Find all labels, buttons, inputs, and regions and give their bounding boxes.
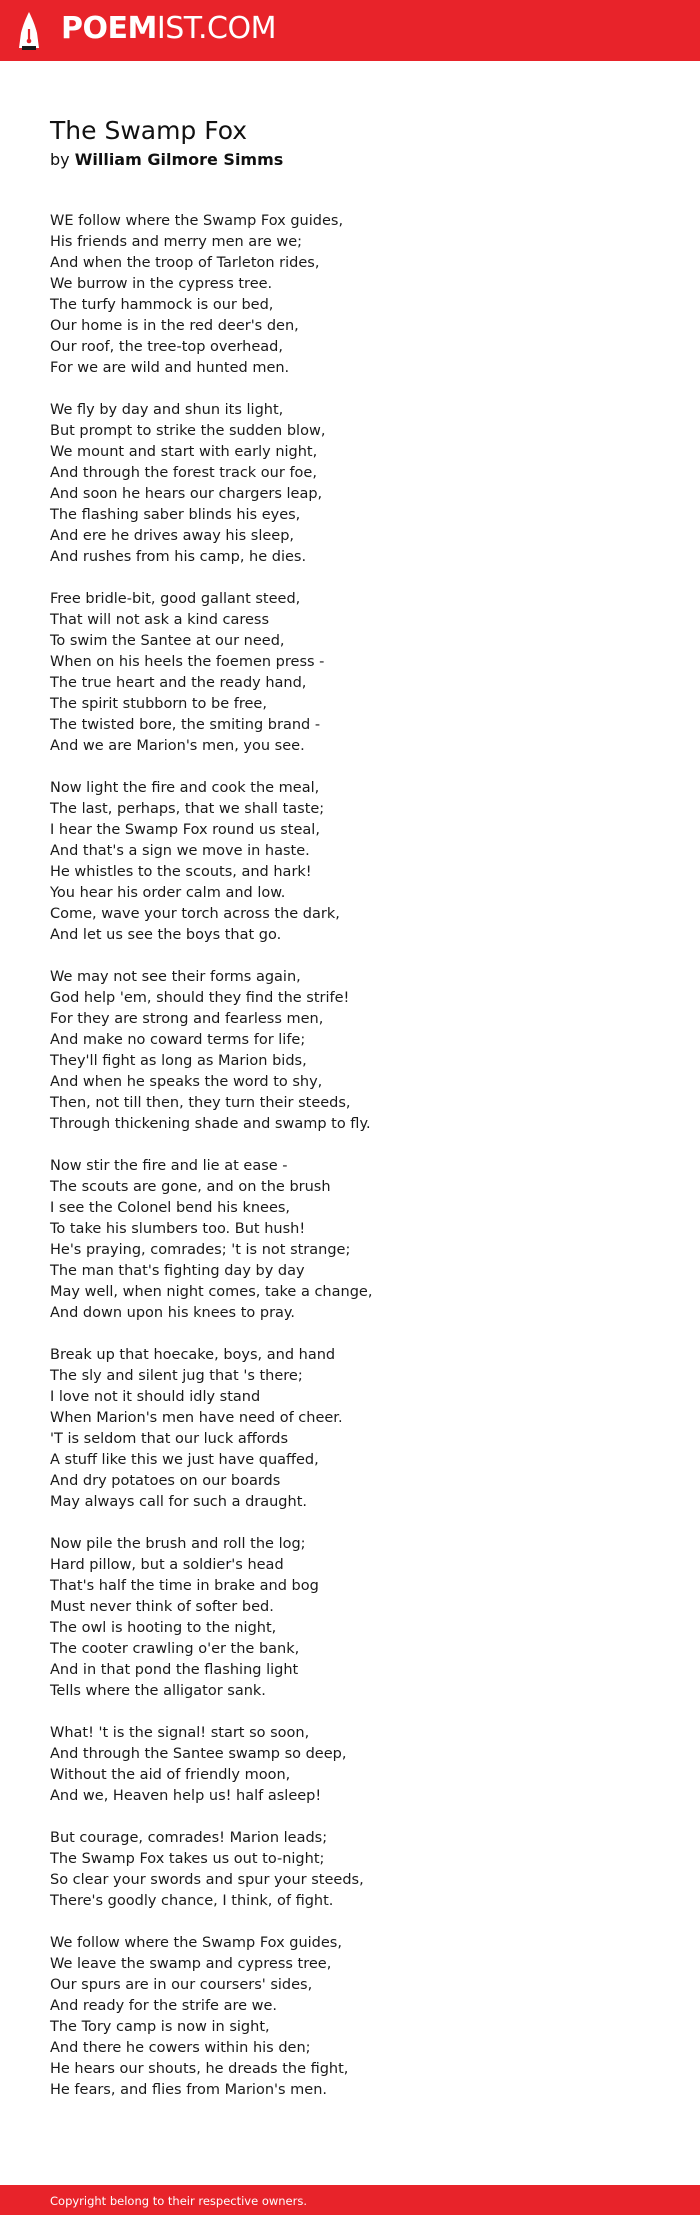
poem-line: There's goodly chance, I think, of fight. (50, 1893, 334, 1909)
poem-line: But prompt to strike the sudden blow, (50, 423, 326, 439)
poem-line: The scouts are gone, and on the brush (50, 1179, 331, 1195)
poem-line: He hears our shouts, he dreads the fight, (50, 2061, 349, 2077)
poem-line: When on his heels the foemen press - (50, 654, 325, 670)
poem-line: Tells where the alligator sank. (50, 1683, 266, 1699)
poem-line: Our roof, the tree-top overhead, (50, 339, 283, 355)
poem-line: They'll fight as long as Marion bids, (50, 1053, 307, 1069)
poem-line: I love not it should idly stand (50, 1389, 261, 1405)
poem-line: And in that pond the flashing light (50, 1662, 299, 1678)
poem-line: And we, Heaven help us! half asleep! (50, 1788, 322, 1804)
stanza (50, 1933, 650, 2101)
poem-line: Our spurs are in our coursers' sides, (50, 1977, 313, 1993)
poem-line: He fears, and flies from Marion's men. (50, 2082, 328, 2098)
poem-line: Now light the fire and cook the meal, (50, 780, 320, 796)
poem-line: The last, perhaps, that we shall taste; (50, 801, 325, 817)
poem-line: Then, not till then, they turn their steeds, (50, 1095, 351, 1111)
poem-line: And rushes from his camp, he dies. (50, 549, 307, 565)
poem-title: The Swamp Fox (50, 116, 248, 145)
author-name[interactable]: William Gilmore Simms (74, 150, 284, 169)
poem-line: We mount and start with early night, (50, 444, 318, 460)
poem-line: May well, when night comes, take a change, (50, 1284, 373, 1300)
poem-line: Must never think of softer bed. (50, 1599, 274, 1615)
poem-line: What! 't is the signal! start so soon, (50, 1725, 310, 1741)
poem-line: And dry potatoes on our boards (50, 1473, 281, 1489)
poem-line: WE follow where the Swamp Fox guides, (50, 213, 344, 229)
poem-line: We may not see their forms again, (50, 969, 301, 985)
poem-line: The spirit stubborn to be free, (50, 696, 267, 712)
poem-line: Through thickening shade and swamp to fly. (50, 1116, 371, 1132)
poem-line: Our home is in the red deer's den, (50, 318, 299, 334)
poem-line: The cooter crawling o'er the bank, (50, 1641, 300, 1657)
site-header (0, 0, 700, 61)
poem-line: We leave the swamp and cypress tree, (50, 1956, 332, 1972)
poem-line: That's half the time in brake and bog (50, 1578, 319, 1594)
copyright-notice: Copyright belong to their respective owners. (50, 2194, 308, 2208)
poem-line: And make no coward terms for life; (50, 1032, 306, 1048)
poem-line: We fly by day and shun its light, (50, 402, 284, 418)
stanza (50, 778, 650, 946)
poem-line: To take his slumbers too. But hush! (50, 1221, 306, 1237)
poem-line: And when he speaks the word to shy, (50, 1074, 323, 1090)
stanza (50, 211, 650, 379)
poem-line: But courage, comrades! Marion leads; (50, 1830, 328, 1846)
poem-line: The Swamp Fox takes us out to-night; (50, 1851, 325, 1867)
poem-line: He's praying, comrades; 't is not strange; (50, 1242, 351, 1258)
stanza (50, 1828, 650, 1912)
byline (50, 148, 650, 172)
poem-line: He whistles to the scouts, and hark! (50, 864, 312, 880)
poem-line: The owl is hooting to the night, (50, 1620, 277, 1636)
poem-line: And let us see the boys that go. (50, 927, 282, 943)
poem-line: When Marion's men have need of cheer. (50, 1410, 343, 1426)
poem-line: We burrow in the cypress tree. (50, 276, 273, 292)
poem-line: The twisted bore, the smiting brand - (50, 717, 321, 733)
poem-line: For they are strong and fearless men, (50, 1011, 324, 1027)
stanza (50, 400, 650, 568)
poem-line: The turfy hammock is our bed, (50, 297, 274, 313)
site-footer (0, 2185, 700, 2215)
poem-line: His friends and merry men are we; (50, 234, 303, 250)
poem-line: And through the Santee swamp so deep, (50, 1746, 347, 1762)
poem-line: I see the Colonel bend his knees, (50, 1200, 291, 1216)
poem-line: So clear your swords and spur your steeds, (50, 1872, 364, 1888)
poem-line: And down upon his knees to pray. (50, 1305, 296, 1321)
logo-text-light: IST.COM (156, 11, 276, 46)
poem-line: That will not ask a kind caress (50, 612, 270, 628)
poem-line: And soon he hears our chargers leap, (50, 486, 323, 502)
poem-line: And we are Marion's men, you see. (50, 738, 305, 754)
byline-prefix: by (50, 150, 70, 169)
poem-line: Hard pillow, but a soldier's head (50, 1557, 284, 1573)
poem-article (50, 114, 650, 2122)
poem-line: Now pile the brush and roll the log; (50, 1536, 306, 1552)
poem-line: You hear his order calm and low. (50, 885, 286, 901)
logo-text-bold: POEM (61, 11, 157, 46)
poem-line: To swim the Santee at our need, (50, 633, 285, 649)
stanza (50, 1723, 650, 1807)
poem-line: Now stir the fire and lie at ease - (50, 1158, 288, 1174)
poem-line: Come, wave your torch across the dark, (50, 906, 340, 922)
poem-line: Free bridle-bit, good gallant steed, (50, 591, 301, 607)
pen-nib-logo-icon[interactable] (17, 11, 41, 51)
poem-line: And when the troop of Tarleton rides, (50, 255, 320, 271)
poem-line: Without the aid of friendly moon, (50, 1767, 291, 1783)
poem-line: May always call for such a draught. (50, 1494, 307, 1510)
stanza (50, 1156, 650, 1324)
poem-body (50, 211, 650, 2101)
stanza (50, 967, 650, 1135)
poem-line: The man that's fighting day by day (50, 1263, 305, 1279)
poem-line: And ready for the strife are we. (50, 1998, 278, 2014)
poem-line: A stuff like this we just have quaffed, (50, 1452, 319, 1468)
poem-line: I hear the Swamp Fox round us steal, (50, 822, 320, 838)
poem-line: 'T is seldom that our luck affords (50, 1431, 289, 1447)
poem-line: And ere he drives away his sleep, (50, 528, 295, 544)
poem-line: God help 'em, should they find the strife! (50, 990, 350, 1006)
poem-line: And through the forest track our foe, (50, 465, 317, 481)
poem-line: Break up that hoecake, boys, and hand (50, 1347, 336, 1363)
poem-line: For we are wild and hunted men. (50, 360, 290, 376)
poem-line: And that's a sign we move in haste. (50, 843, 310, 859)
poem-line: The true heart and the ready hand, (50, 675, 307, 691)
poem-line: We follow where the Swamp Fox guides, (50, 1935, 342, 1951)
poem-line: And there he cowers within his den; (50, 2040, 311, 2056)
stanza (50, 1534, 650, 1702)
poem-line: The Tory camp is now in sight, (50, 2019, 270, 2035)
poem-line: The flashing saber blinds his eyes, (50, 507, 301, 523)
stanza (50, 589, 650, 757)
poem-line: The sly and silent jug that 's there; (50, 1368, 303, 1384)
site-logo-link[interactable] (61, 9, 276, 49)
stanza (50, 1345, 650, 1513)
